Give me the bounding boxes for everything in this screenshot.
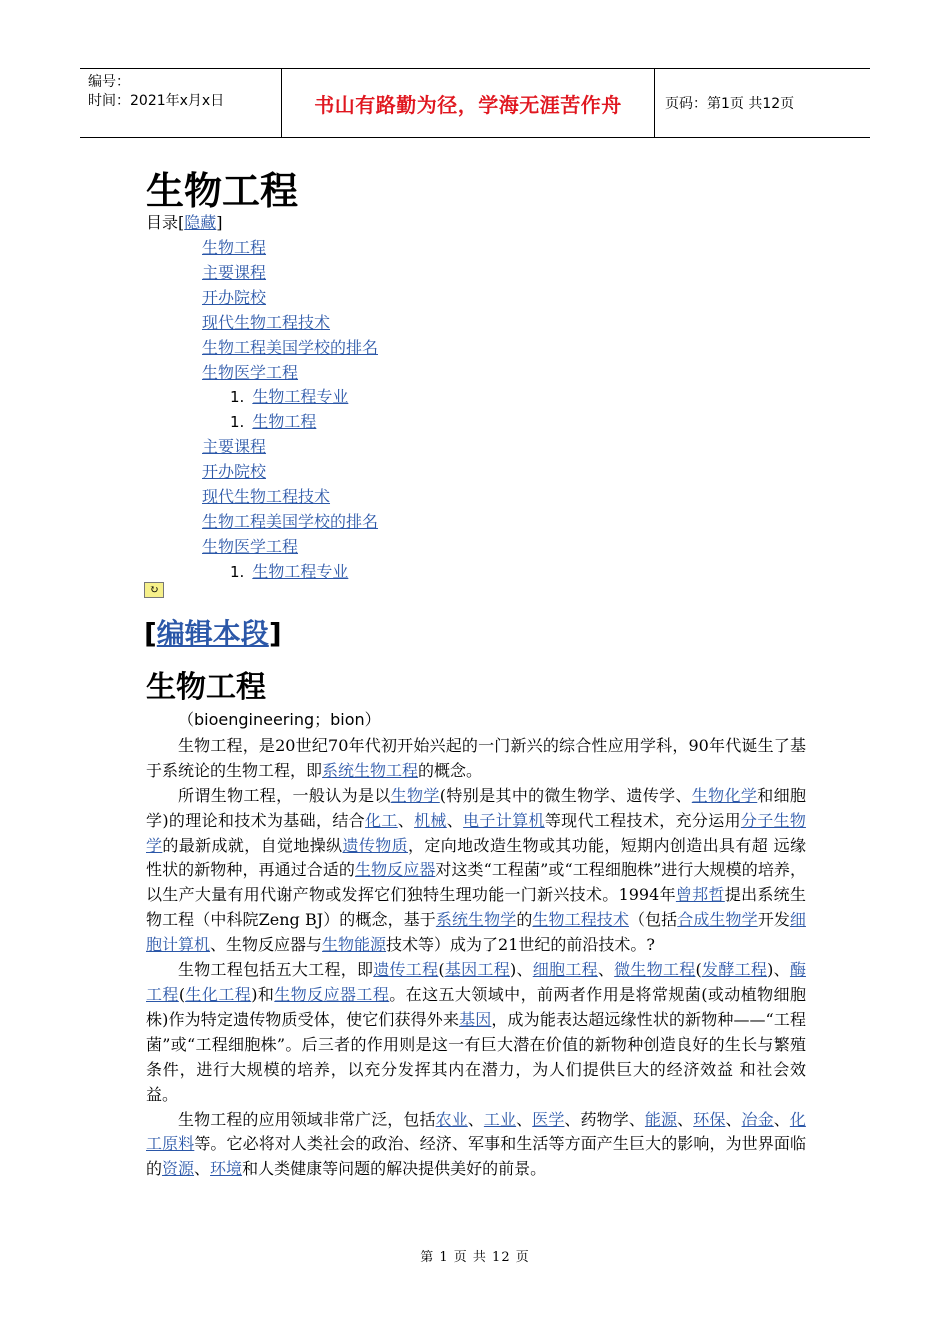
inline-text: 技术等）成为了21世纪的前沿技术。? xyxy=(386,935,655,955)
header-table xyxy=(80,68,870,138)
toc-item xyxy=(202,534,298,557)
inline-text: 生物工程的应用领域非常广泛，包括 xyxy=(178,1109,436,1129)
toc-item-number: 1. xyxy=(230,413,245,432)
inline-text: 等。它必将对人类社会的政治、经济、军事和生活等方面产生巨大的影响，为世界面临的 xyxy=(146,1134,806,1179)
toc-item xyxy=(202,285,266,308)
inline-link[interactable]: 遗传工程 xyxy=(373,960,439,980)
inline-text: 、生物反应器与 xyxy=(210,935,323,955)
inline-link[interactable]: 环保 xyxy=(693,1109,726,1129)
paragraph-4 xyxy=(146,1108,806,1183)
edit-section xyxy=(144,612,282,652)
number-label: 编号： xyxy=(88,74,130,90)
toc-link[interactable]: 生物工程美国学校的排名 xyxy=(202,511,379,531)
inline-text: 、药物学、 xyxy=(564,1109,645,1129)
toc-item-number: 1. xyxy=(230,562,245,581)
inline-text: ，定向地改造生物或其功能，短期内创造出具有超 远缘性状的新物种，再通过合适的 xyxy=(146,835,806,880)
toc-link[interactable]: 现代生物工程技术 xyxy=(202,487,331,506)
inline-link[interactable]: 生物学 xyxy=(390,785,440,805)
inline-link[interactable]: 合成生物学 xyxy=(677,910,758,930)
inline-link[interactable]: 化工原料 xyxy=(146,1109,806,1154)
inline-link[interactable]: 分子生物学 xyxy=(146,810,806,855)
inline-link[interactable]: 冶金 xyxy=(741,1109,774,1129)
inline-link[interactable]: 细胞计算机 xyxy=(146,910,806,955)
inline-text: ( xyxy=(695,960,702,980)
paragraph-3 xyxy=(146,958,806,1107)
inline-link[interactable]: 能源 xyxy=(644,1109,678,1129)
inline-link[interactable]: 系统生物学 xyxy=(435,910,517,930)
section-title: 生物工程 xyxy=(146,670,266,705)
article-body xyxy=(146,708,806,1182)
inline-link[interactable]: 系统生物工程 xyxy=(322,760,419,780)
toc-item xyxy=(202,360,298,383)
paragraph-intro: （bioengineering；bion） xyxy=(178,710,381,729)
toc-item xyxy=(202,335,378,358)
toc-link[interactable]: 开办院校 xyxy=(202,287,267,307)
inline-text: 的概念。 xyxy=(418,760,483,780)
inline-text: 、 xyxy=(597,960,615,980)
inline-link[interactable]: 生物反应器工程 xyxy=(274,984,390,1004)
toc-label: 目录[ xyxy=(146,213,185,232)
inline-text: 、 xyxy=(194,1159,211,1179)
toc-label-end: ] xyxy=(216,213,223,232)
toc-item xyxy=(202,260,266,283)
toc-item xyxy=(230,409,316,432)
toc-item-number: 1. xyxy=(230,388,245,407)
inline-text: (特别是其中的微生物学、遗传学、 xyxy=(439,785,692,805)
edit-open-bracket: [ xyxy=(144,617,157,650)
toc-link[interactable]: 生物工程专业 xyxy=(252,561,349,581)
toc-link[interactable]: 生物工程 xyxy=(202,238,267,257)
inline-link[interactable]: 化工 xyxy=(365,810,398,830)
toc-link[interactable]: 生物工程美国学校的排名 xyxy=(202,337,379,357)
inline-link[interactable]: 基因工程 xyxy=(444,960,510,980)
inline-text: ( xyxy=(438,960,445,980)
toc-item xyxy=(230,384,348,407)
inline-text: 生物工程包括五大工程，即 xyxy=(178,960,374,980)
inline-text: )、 xyxy=(767,960,790,980)
inline-link[interactable]: 机械 xyxy=(414,810,447,830)
inline-text: 的最新成就，自觉地操纵 xyxy=(162,835,343,855)
toc-link[interactable]: 生物医学工程 xyxy=(202,362,299,382)
toc-item xyxy=(202,484,330,507)
inline-text: 和细胞学)的理论和技术为基础，结合 xyxy=(146,785,806,830)
toc-item xyxy=(202,459,266,482)
toc-link[interactable]: 现代生物工程技术 xyxy=(202,312,331,332)
toc-hide-link[interactable]: 隐藏 xyxy=(184,213,217,232)
inline-text: )、 xyxy=(509,960,533,980)
inline-link[interactable]: 生化工程 xyxy=(185,984,252,1004)
time-label: 时间：2021年x月x日 xyxy=(88,93,225,109)
toc-link[interactable]: 生物工程 xyxy=(252,412,317,432)
inline-text: 、 xyxy=(446,810,464,830)
inline-text: 、 xyxy=(467,1109,484,1129)
inline-text: 等现代工程技术，充分运用 xyxy=(544,810,741,830)
inline-link[interactable]: 电子计算机 xyxy=(463,810,545,830)
inline-text: 、 xyxy=(773,1109,790,1129)
inline-text: （包括 xyxy=(628,910,678,930)
inline-link[interactable]: 资源 xyxy=(162,1159,195,1179)
inline-link[interactable]: 细胞工程 xyxy=(532,960,598,980)
inline-link[interactable]: 医学 xyxy=(532,1109,565,1129)
inline-text: 和人类健康等问题的解决提供美好的前景。 xyxy=(242,1159,547,1179)
toc-link[interactable]: 主要课程 xyxy=(202,262,267,282)
inline-text: )和 xyxy=(251,984,275,1004)
page-title: 生物工程 xyxy=(146,169,299,213)
image-placeholder-icon: ↻ xyxy=(144,582,164,598)
toc-link[interactable]: 主要课程 xyxy=(202,437,267,457)
inline-text: 所谓生物工程，一般认为是以 xyxy=(178,785,391,805)
inline-link[interactable]: 发酵工程 xyxy=(701,960,768,980)
inline-link[interactable]: 微生物工程 xyxy=(614,960,696,980)
inline-text: 对这类“工程菌”或“工程细胞株”进行大规模的培养，以生产大量有用代谢产物或发挥它们独特生理功能一门新兴技术。1994年 xyxy=(146,860,806,905)
inline-text: 开发 xyxy=(757,910,790,930)
inline-link[interactable]: 曾邦哲 xyxy=(675,885,725,905)
toc-heading xyxy=(146,210,223,233)
toc-link[interactable]: 生物医学工程 xyxy=(202,536,299,556)
toc-link[interactable]: 开办院校 xyxy=(202,462,267,482)
inline-link[interactable]: 工业 xyxy=(483,1109,517,1129)
inline-text: ，成为能表达超远缘性状的新物种——“工程菌”或“工程细胞株”。后三者的作用则是这一有巨大潜在价值的新物种创造良好的生长与繁殖条件，进行大规模的培养，以充分发挥其内在潜力，为人们提供巨大的经济效益 和社会效益。 xyxy=(146,1009,806,1104)
toc-link[interactable]: 生物工程专业 xyxy=(252,387,349,407)
toc-item xyxy=(202,509,378,532)
toc-item xyxy=(230,559,348,582)
toc-item xyxy=(202,235,266,258)
inline-text: 提出系统生物工程（中科院Zeng BJ）的概念，基于 xyxy=(146,885,806,930)
header-page-info: 页码：第1页 共12页 xyxy=(665,96,795,112)
inline-text: ( xyxy=(178,984,186,1004)
inline-link[interactable]: 农业 xyxy=(435,1109,468,1129)
inline-text: 、 xyxy=(516,1109,533,1129)
header-meta xyxy=(80,69,282,137)
inline-text: 、 xyxy=(725,1109,742,1129)
inline-text: 的 xyxy=(516,910,533,930)
inline-link[interactable]: 生物能源 xyxy=(322,935,387,955)
inline-text: 。在这五大领域中，前两者作用是将常规菌(或动植物细胞株)作为特定遗传物质受体，使它们获得外来 xyxy=(146,984,806,1029)
inline-link[interactable]: 遗传物质 xyxy=(342,835,408,855)
paragraph-1 xyxy=(146,734,806,784)
inline-link[interactable]: 生物化学 xyxy=(691,785,758,805)
inline-link[interactable]: 酶工程 xyxy=(146,960,806,1004)
header-motto: 书山有路勤为径，学海无涯苦作舟 xyxy=(282,69,655,137)
inline-link[interactable]: 生物反应器 xyxy=(355,860,436,880)
inline-text: 生物工程，是20世纪70年代初开始兴起的一门新兴的综合性应用学科，90年代诞生了基于系统论的生物工程，即 xyxy=(146,735,806,780)
toc-item xyxy=(202,434,266,457)
edit-section-link[interactable]: 编辑本段 xyxy=(156,617,269,650)
toc-item xyxy=(202,310,330,333)
inline-link[interactable]: 环境 xyxy=(210,1159,243,1179)
inline-text: 、 xyxy=(397,810,415,830)
edit-close-bracket: ] xyxy=(268,617,282,650)
paragraph-2 xyxy=(146,784,806,958)
inline-text: 、 xyxy=(677,1109,694,1129)
page-footer: 第 1 页 共 12 页 xyxy=(420,1250,530,1265)
inline-link[interactable]: 基因 xyxy=(459,1009,492,1029)
inline-link[interactable]: 生物工程技术 xyxy=(532,910,629,930)
